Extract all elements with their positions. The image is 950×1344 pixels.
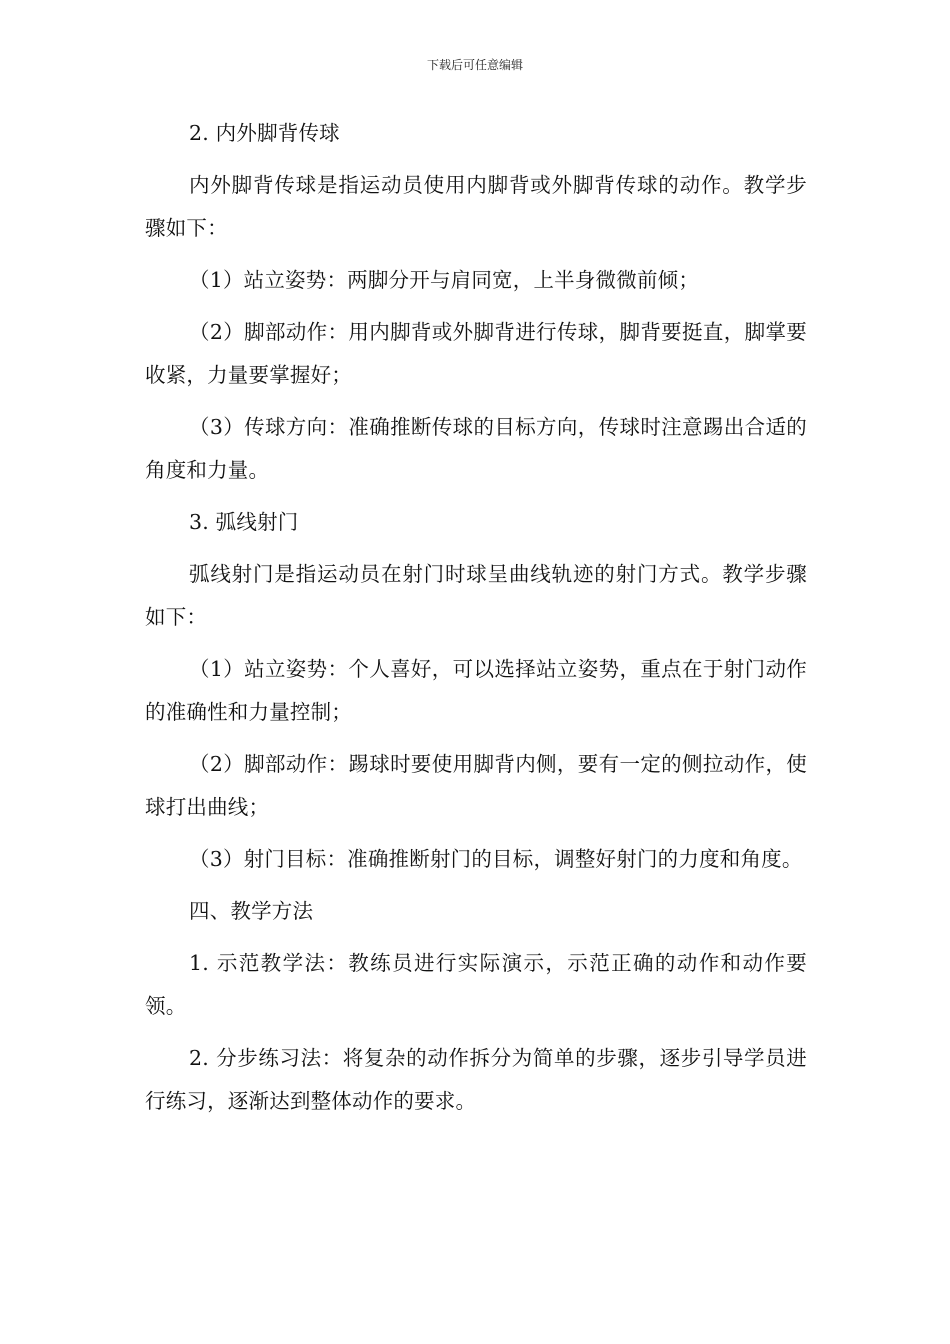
method-item: 1. 示范教学法：教练员进行实际演示，示范正确的动作和动作要领。	[145, 951, 807, 1018]
step-item: （1）站立姿势：两脚分开与肩同宽，上半身微微前倾；	[189, 268, 700, 292]
body-paragraph: 内外脚背传球是指运动员使用内脚背或外脚背传球的动作。教学步骤如下：	[145, 173, 807, 240]
step-item: （3）传球方向：准确推断传球的目标方向，传球时注意踢出合适的角度和力量。	[145, 415, 807, 482]
step-item: （2）脚部动作：用内脚背或外脚背进行传球，脚背要挺直，脚掌要收紧，力量要掌握好；	[145, 320, 807, 387]
body-paragraph: 弧线射门是指运动员在射门时球呈曲线轨迹的射门方式。教学步骤如下：	[145, 562, 807, 629]
document-body	[145, 112, 807, 1132]
step-item: （1）站立姿势：个人喜好，可以选择站立姿势，重点在于射门动作的准确性和力量控制；	[145, 657, 807, 724]
section-heading-curve-shot: 3. 弧线射门	[189, 510, 299, 534]
step-item: （3）射门目标：准确推断射门的目标，调整好射门的力度和角度。	[189, 847, 803, 871]
step-item: （2）脚部动作：踢球时要使用脚背内侧，要有一定的侧拉动作，使球打出曲线；	[145, 752, 807, 819]
section-heading-inner-outer-instep-pass: 2. 内外脚背传球	[189, 121, 340, 145]
method-item: 2. 分步练习法：将复杂的动作拆分为简单的步骤，逐步引导学员进行练习，逐渐达到整体动作的要求。	[145, 1046, 807, 1113]
section-heading-teaching-methods: 四、教学方法	[189, 899, 314, 923]
page-header: 下载后可任意编辑	[426, 58, 523, 72]
